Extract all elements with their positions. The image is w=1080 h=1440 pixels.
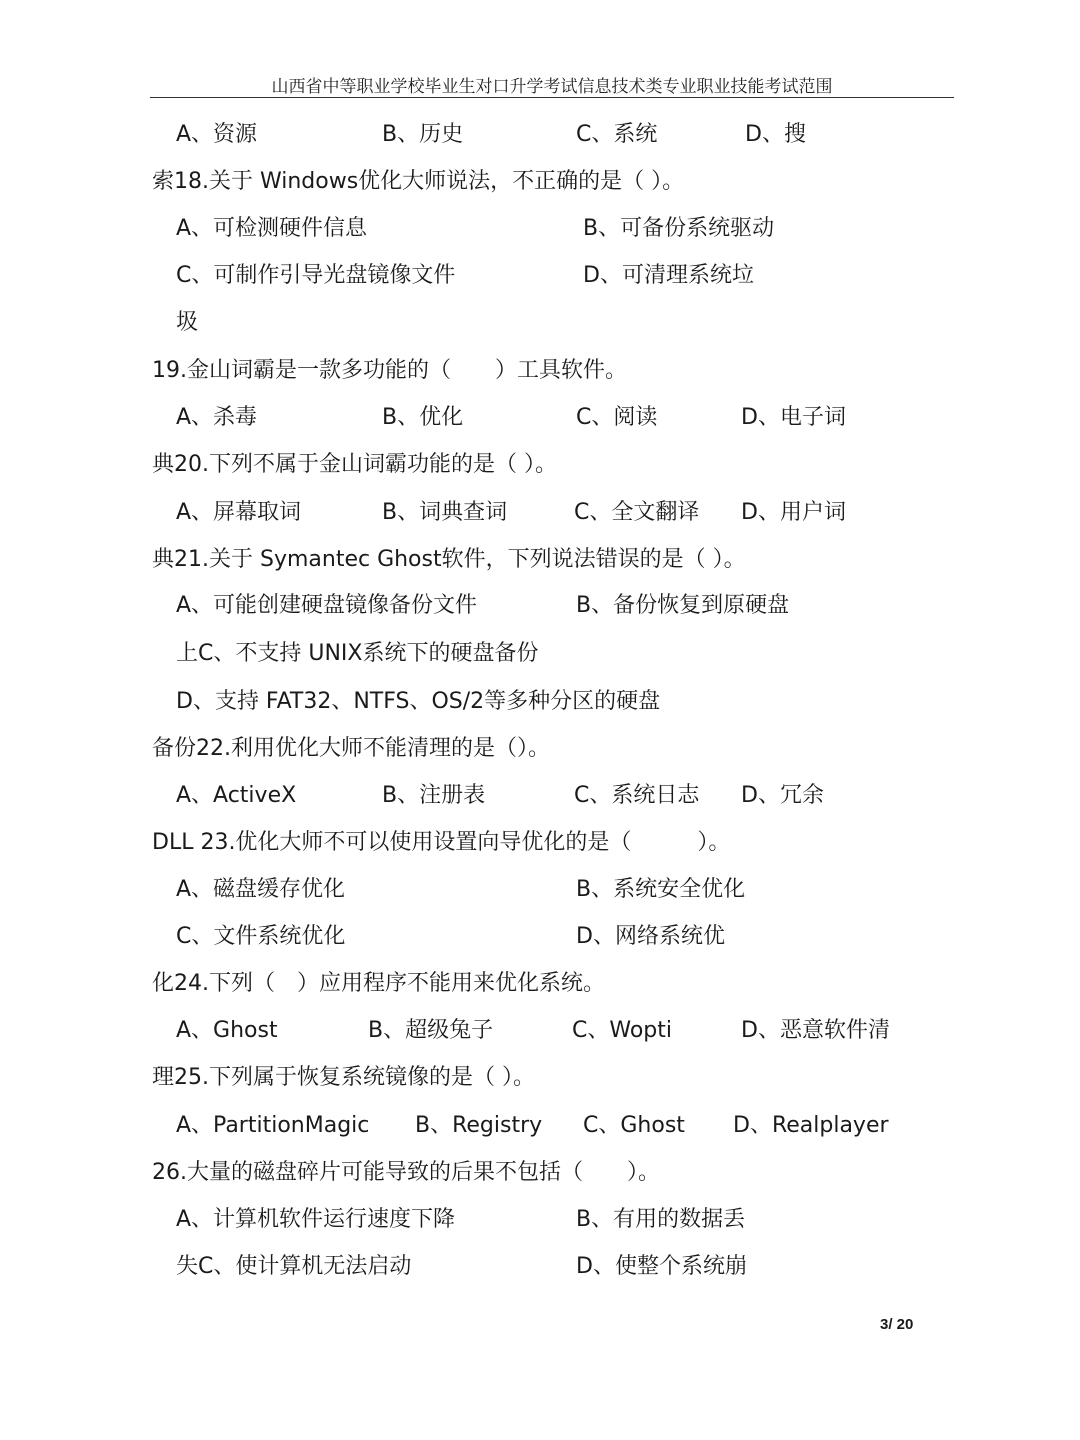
text-line: C、系统日志	[574, 783, 700, 808]
text-line: B、可备份系统驱动	[583, 216, 775, 241]
page-number: 3/ 20	[880, 1316, 914, 1333]
text-line: A、PartitionMagic	[176, 1113, 370, 1138]
text-line: D、搜	[745, 122, 806, 147]
text-line: B、超级兔子	[368, 1018, 494, 1043]
text-line: C、全文翻译	[574, 500, 700, 525]
text-line: A、磁盘缓存优化	[176, 877, 346, 902]
text-line: B、备份恢复到原硬盘	[576, 593, 790, 618]
text-line: C、可制作引导光盘镜像文件	[176, 263, 456, 288]
text-line: D、用户词	[741, 500, 846, 525]
text-line: D、电子词	[741, 405, 846, 430]
text-line: A、资源	[176, 122, 258, 147]
text-line: D、恶意软件清	[741, 1018, 890, 1043]
text-line: D、冗余	[741, 783, 824, 808]
text-line: DLL 23.优化大师不可以使用设置向导优化的是（ ）。	[152, 830, 731, 855]
text-line: 典20.下列不属于金山词霸功能的是（ ）。	[152, 452, 557, 477]
text-line: A、屏幕取词	[176, 500, 302, 525]
text-line: B、历史	[382, 122, 464, 147]
text-line: C、阅读	[576, 405, 658, 430]
text-line: 理25.下列属于恢复系统镜像的是（ ）。	[152, 1065, 535, 1090]
text-line: 19.金山词霸是一款多功能的（ ）工具软件。	[152, 358, 627, 383]
text-line: 上C、不支持 UNIX系统下的硬盘备份	[176, 641, 539, 666]
text-line: 化24.下列（ ）应用程序不能用来优化系统。	[152, 971, 605, 996]
text-line: A、可检测硬件信息	[176, 216, 368, 241]
text-line: 备份22.利用优化大师不能清理的是（）。	[152, 736, 550, 761]
text-line: A、Ghost	[176, 1018, 278, 1043]
text-line: A、计算机软件运行速度下降	[176, 1207, 456, 1232]
page-header: 山西省中等职业学校毕业生对口升学考试信息技术类专业职业技能考试范围	[271, 77, 833, 97]
text-line: D、Realplayer	[733, 1113, 889, 1138]
text-line: A、杀毒	[176, 405, 258, 430]
text-line: D、网络系统优	[576, 924, 725, 949]
header-rule	[150, 97, 954, 98]
text-line: 索18.关于 Windows优化大师说法，不正确的是（ ）。	[152, 169, 685, 194]
text-line: B、Registry	[415, 1113, 543, 1138]
text-line: C、Wopti	[572, 1018, 672, 1043]
text-line: 失C、使计算机无法启动	[176, 1254, 412, 1279]
text-line: B、优化	[382, 405, 464, 430]
text-line: A、可能创建硬盘镜像备份文件	[176, 593, 478, 618]
text-line: 典21.关于 Symantec Ghost软件，下列说法错误的是（ ）。	[152, 547, 746, 572]
text-line: 26.大量的磁盘碎片可能导致的后果不包括（ ）。	[152, 1160, 660, 1185]
text-line: B、注册表	[382, 783, 486, 808]
text-line: C、Ghost	[583, 1113, 685, 1138]
text-line: D、支持 FAT32、NTFS、OS/2等多种分区的硬盘	[176, 689, 661, 714]
text-line: 圾	[176, 310, 199, 335]
text-line: D、可清理系统垃	[583, 263, 754, 288]
text-line: C、系统	[576, 122, 658, 147]
text-line: B、系统安全优化	[576, 877, 746, 902]
text-line: B、词典查词	[382, 500, 508, 525]
text-line: D、使整个系统崩	[576, 1254, 747, 1279]
text-line: C、文件系统优化	[176, 924, 346, 949]
text-line: B、有用的数据丢	[576, 1207, 746, 1232]
text-line: A、ActiveX	[176, 783, 297, 808]
